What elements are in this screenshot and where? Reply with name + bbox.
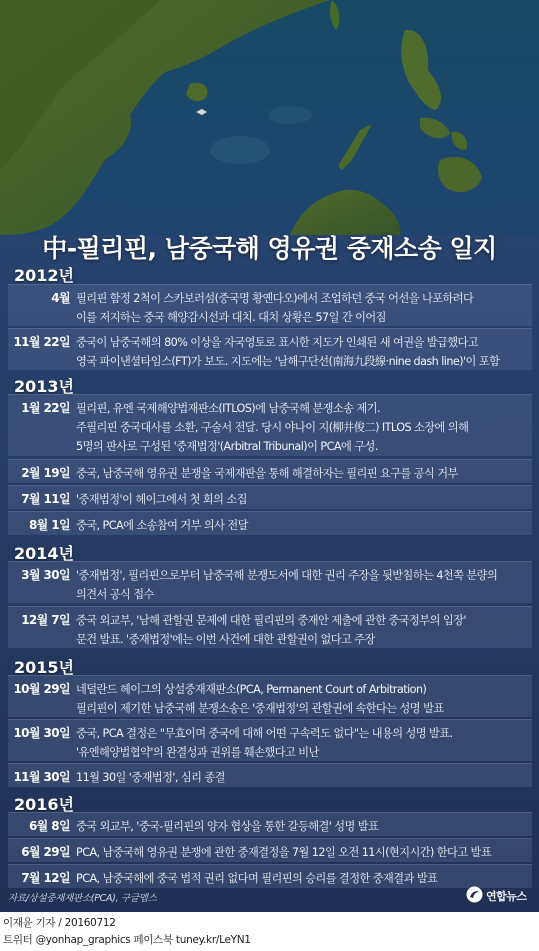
event-description [76,676,528,718]
event-line: 중국 외교부, '남해 관할권 문제에 대한 필리핀의 중재안 제출에 관한 중국정부의 입장' [76,614,466,627]
event-description [76,285,528,327]
event-line: 네덜란드 헤이그의 상설중재재판소(PCA, Permanent Court of Arbitration) [76,683,427,696]
event-line: 필리핀, 유엔 국제해양법재판소(ITLOS)에 남중국해 분쟁소송 제기. [76,402,380,415]
event-description [76,839,528,862]
event-date: 6월 29일 [21,845,70,859]
event-line: 이를 저지하는 중국 해양감시선과 대치. 대치 상황은 57일 간 이어짐 [76,311,386,324]
year-heading-2016: 2016년 [14,795,74,814]
event-line: 중국, PCA 결정은 "무효이며 중국에 대해 어떤 구속력도 없다"는 내용의 성명 발표. [76,727,453,740]
timeline-row [8,763,532,787]
event-description [76,486,528,509]
event-description [76,720,528,762]
source-note: 자료/상설중재재판소(PCA), 구글맵스 [8,893,157,904]
year-heading-2012: 2012년 [14,266,74,285]
event-date: 12월 7일 [21,613,70,627]
yonhap-logo-text: 연합뉴스 [486,890,527,903]
event-description [76,562,528,604]
event-line: 중국, PCA에 소송참여 거부 의사 전달 [76,519,248,532]
event-line: PCA, 남중국해에 중국 법적 권리 없다며 필리핀의 승리를 결정한 중재결과 발표 [76,872,438,885]
event-line: 필리핀이 제기한 남중국해 분쟁소송은 '중재법정'의 관할권에 속한다는 성명 발표 [76,702,444,715]
event-date: 11월 30일 [13,770,70,784]
event-date: 2월 19일 [21,466,70,480]
timeline-row [8,511,532,535]
author-credit: 이재윤 기자 / 20160712 [3,917,116,929]
event-date: 4월 [51,291,70,305]
event-line: 의견서 공식 접수 [76,588,154,601]
event-line: 문건 발표. '중재법정'에는 이번 사건에 대한 관할권이 없다고 주장 [76,633,375,646]
event-line: 영국 파이낸셜타임스(FT)가 보도. 지도에는 '남해구단선(南海九段線·nine dash line)'이 포함 [76,355,500,368]
timeline-row [8,606,532,648]
timeline-row [8,864,532,888]
timeline-row [8,394,532,456]
event-line: 필리핀 함정 2척이 스카보러섬(중국명 황옌다오)에서 조업하던 중국 어선을 나포하려다 [76,292,474,305]
event-description [76,395,528,456]
event-description [76,512,528,535]
event-date: 7월 12일 [21,871,70,885]
event-date: 1월 22일 [21,401,70,415]
year-heading-2013: 2013년 [14,377,74,396]
event-line: '중재법정'이 헤이그에서 첫 회의 소집 [76,493,247,506]
event-line: 주필리핀 중국대사를 소환, 구술서 전달. 당시 야나이 지(柳井俊二) ITLOS 소장에 의해 [76,421,469,434]
event-line: 중국이 남중국해의 80% 이상을 자국영토로 표시한 지도가 인쇄된 새 여권을 발급했다고 [76,336,479,349]
event-line: '유엔해양법협약'의 완결성과 권위를 훼손했다고 비난 [76,746,319,759]
timeline-row [8,812,532,836]
event-description [76,607,528,649]
event-date: 7월 11일 [21,492,70,506]
event-description [76,813,528,836]
event-date: 11월 22일 [13,335,70,349]
event-date: 8월 1일 [28,518,70,532]
timeline-row [8,675,532,717]
map-background [0,0,539,235]
timeline-row [8,459,532,483]
reef-shoal [268,106,312,124]
timeline-row [8,328,532,370]
timeline-row [8,485,532,509]
event-line: 11월 30일 '중재법정', 심리 종결 [76,771,225,784]
timeline-row [8,719,532,761]
event-date: 3월 30일 [21,568,70,582]
infographic-title: 中-필리핀, 남중국해 영유권 중재소송 일지 [42,234,497,263]
event-line: 중국 외교부, '중국-필리핀의 양자 협상을 통한 갈등해결' 성명 발표 [76,820,379,833]
social-credit: 트위터 @yonhap_graphics 페이스북 tuney.kr/LeYN1 [3,934,251,946]
year-heading-2015: 2015년 [14,658,74,677]
event-line: PCA, 남중국해 영유권 분쟁에 관한 중재결정을 7월 12일 오전 11시(현지시간) 한다고 발표 [76,846,492,859]
timeline-row [8,838,532,862]
year-heading-2014: 2014년 [14,544,74,563]
event-line: 5명의 판사로 구성된 '중재법정'(Arbitral Tribunal)이 PCA에 구성. [76,440,378,453]
event-description [76,329,528,371]
event-description [76,764,528,787]
event-date: 10월 29일 [13,682,70,696]
timeline-row [8,561,532,603]
yonhap-logo [466,884,532,906]
event-line: '중재법정', 필리핀으로부터 남중국해 분쟁도서에 대한 권리 주장을 뒷받침하는 4천쪽 분량의 [76,569,498,582]
event-date: 6월 8일 [28,819,70,833]
timeline-row [8,284,532,326]
event-description [76,865,528,888]
reef-shoal [210,136,270,164]
yonhap-logo-icon [466,886,483,903]
event-description [76,460,528,483]
event-line: 중국, 남중국해 영유권 분쟁을 국제재판을 통해 해결하자는 필리핀 요구를 공식 거부 [76,467,458,480]
event-date: 10월 30일 [13,726,70,740]
